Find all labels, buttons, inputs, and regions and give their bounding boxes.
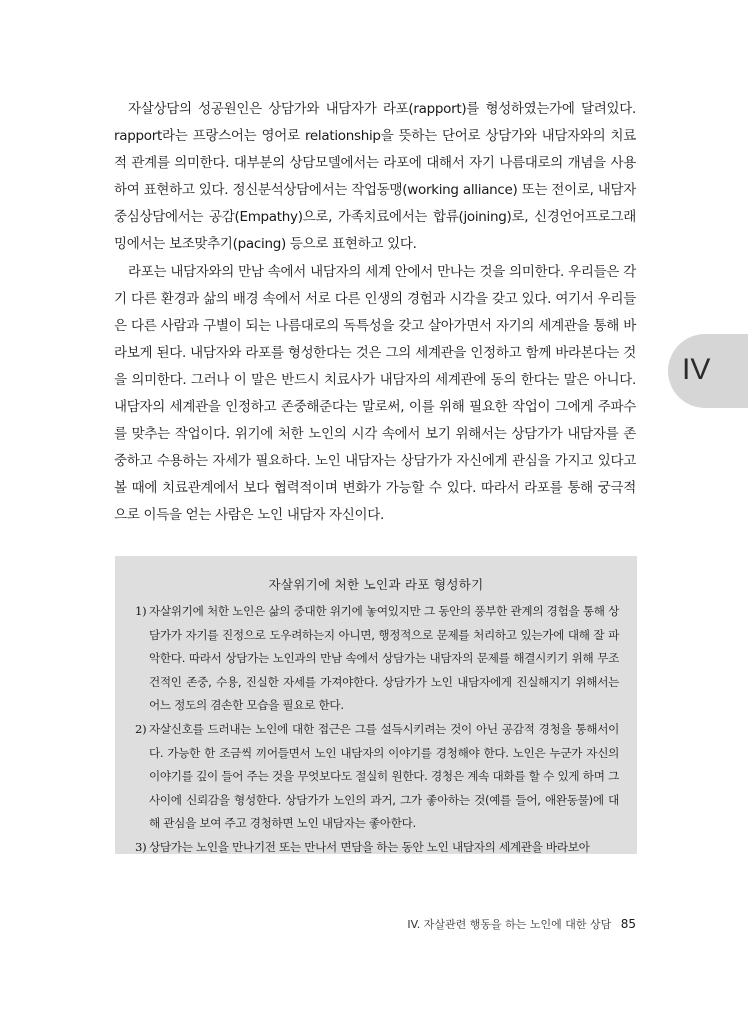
list-item-text: 상담가는 노인을 만나기전 또는 만나서 면담을 하는 동안 노인 내담자의 세계관을 바라보아 [149,839,590,854]
list-item [135,836,619,860]
list-item-number: 1) [135,604,147,618]
paragraph-rapport-meaning: 라포는 내담자와의 만남 속에서 내담자의 세계 안에서 만나는 것을 의미한다. 우리들은 각기 다른 환경과 삶의 배경 속에서 서로 다른 인생의 경험과 시각을 갖고 있다. 여기서 우리들은 다른 사람과 구별이 되는 나름대로의 독특성을 갖고 살아가면서 자기의 세계관을 통해 바라보게 된다. 내담자와 라포를 형성한다는 것은 그의 세계관을 인정하고 함께 바라본다는 것을 의미한다. 그러나 이 말은 반드시 치료사가 내담자의 세계관에 동의 한다는 말은 아니다. 내담자의 세계관을 인정하고 존중해준다는 말로써, 이를 위해 필요한 작업이 그에게 주파수를 맞추는 작업이다. 위기에 처한 노인의 시각 속에서 보기 위해서는 상담가가 내담자를 존중하고 수용하는 자세가 필요하다. 노인 내담자는 상담가가 자신에게 관심을 가지고 있다고 볼 때에 치료관계에서 보다 협력적이며 변화가 가능할 수 있다. 따라서 라포를 통해 궁극적으로 이득을 얻는 사람은 노인 내담자 자신이다. [114,263,636,524]
info-box-list [135,600,619,860]
list-item [135,600,619,718]
list-item-text: 자살신호를 드러내는 노인에 대한 접근은 그를 설득시키려는 것이 아닌 공감적 경청을 통해서이다. 가능한 한 조금씩 끼어들면서 노인 내담자의 이야기를 경청해야 한다. 노인은 누군가 자신의 이야기를 깊이 들어 주는 것을 무엇보다도 절실히 원한다. 경청은 계속 대화를 할 수 있게 하며 그 사이에 신뢰감을 형성한다. 상담가가 노인의 과거, 그가 좋아하는 것(예를 들어, 애완동물)에 대해 관심을 보여 주고 경청하면 노인 내담자는 좋아한다. [149,721,619,831]
list-item [135,718,619,836]
paragraph-rapport-definition: 자살상담의 성공원인은 상담가와 내담자가 라포(rapport)를 형성하였는가에 달려있다. rapport라는 프랑스어는 영어로 relationship을 뜻하는 단어로 상담가와 내담자와의 치료적 관계를 의미한다. 대부분의 상담모델에서는 라포에 대해서 자기 나름대로의 개념을 사용하여 표현하고 있다. 정신분석상담에서는 작업동맹(working alliance) 또는 전이로, 내담자중심상담에서는 공감(Empathy)으로, 가족치료에서는 합류(joining)로, 신경언어프로그래밍에서는 보조맞추기(pacing) 등으로 표현하고 있다. [114,101,636,253]
info-box [115,556,637,854]
list-item-number: 3) [135,839,147,854]
body-text [114,96,636,530]
info-box-title: 자살위기에 처한 노인과 라포 형성하기 [268,577,484,592]
page-number: 85 [620,917,636,931]
list-item-text: 자살위기에 처한 노인은 삶의 중대한 위기에 놓여있지만 그 동안의 풍부한 관계의 경험을 통해 상담가가 자기를 진정으로 도우려하는지 아니면, 행정적으로 문제를 처리하고 있는가에 대해 잘 파악한다. 따라서 상담가는 노인과의 만남 속에서 상담가는 내담자의 문제를 해결시키기 위해 무조건적인 존중, 수용, 진실한 자세를 가져야한다. 상담가가 노인 내담자에게 진실해지기 위해서는 어느 정도의 겸손한 모습을 필요로 한다. [149,604,619,713]
running-title: IV. 자살관련 행동을 하는 노인에 대한 상담 [407,918,612,931]
chapter-tab-label: IV [682,353,711,386]
chapter-tab [668,334,748,408]
page-footer [407,916,636,933]
list-item-number: 2) [135,721,147,736]
